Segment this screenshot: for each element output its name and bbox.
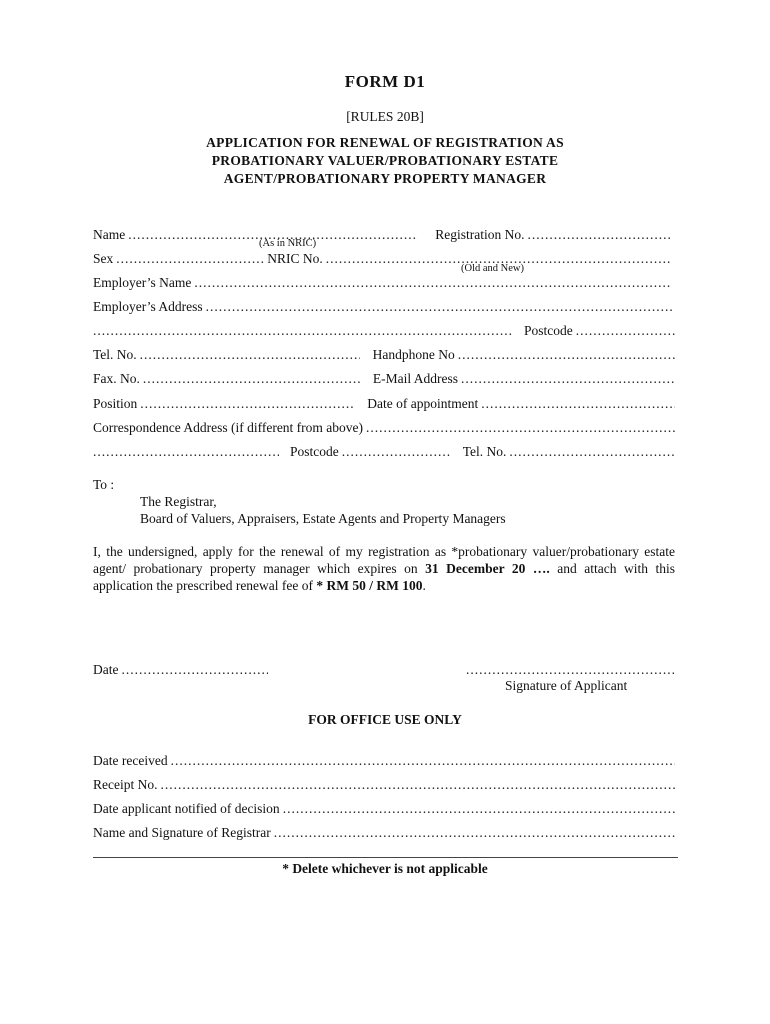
to-label: To : [93, 477, 115, 492]
tel2-label: Tel. No. [462, 444, 507, 459]
correspondence-line-field[interactable] [93, 444, 279, 460]
fax-row [93, 371, 675, 387]
employer-address-row [93, 299, 675, 315]
declaration-text-1: I, the undersigned, apply for the renewal of my registration as *probationary valuer/probationary estate agent/ probationary property manager which expires on [93, 544, 675, 576]
notified-row [93, 801, 675, 817]
renewal-fee: * RM 50 / RM 100 [316, 578, 423, 593]
postcode2-label: Postcode [290, 444, 339, 459]
expiry-date: 31 December 20 …. [425, 561, 550, 576]
employer-address-label: Employer’s Address [93, 299, 203, 314]
address-postcode-row [93, 323, 675, 339]
receipt-field[interactable] [160, 777, 675, 793]
handphone-label: Handphone No [372, 347, 455, 362]
declaration-text-3: . [422, 578, 426, 593]
fax-label: Fax. No. [93, 371, 140, 386]
footnote: * Delete whichever is not applicable [282, 861, 488, 876]
declaration-paragraph [93, 543, 675, 594]
registrar-line: The Registrar, [140, 494, 217, 509]
employer-name-row [93, 275, 675, 291]
tel-row [93, 347, 675, 363]
date-received-label: Date received [93, 753, 168, 768]
tel-label: Tel. No. [93, 347, 137, 362]
sex-row [93, 251, 675, 267]
date-field[interactable] [121, 662, 268, 678]
postcode2-field[interactable] [342, 444, 450, 460]
employer-name-field[interactable] [194, 275, 672, 291]
notified-label: Date applicant notified of decision [93, 801, 280, 816]
heading-line-1: APPLICATION FOR RENEWAL OF REGISTRATION AS [206, 135, 564, 150]
appointment-label: Date of appointment [367, 396, 479, 411]
signature-line[interactable] [466, 662, 675, 678]
office-use-heading: FOR OFFICE USE ONLY [308, 712, 462, 727]
form-heading [0, 134, 770, 188]
sex-field[interactable] [116, 251, 264, 267]
nric-note: (Old and New) [461, 263, 524, 274]
employer-name-label: Employer’s Name [93, 275, 192, 290]
name-label: Name [93, 227, 126, 242]
notified-field[interactable] [283, 801, 675, 817]
sex-label: Sex [93, 251, 114, 266]
tel-field[interactable] [140, 347, 360, 363]
form-title: FORM D1 [344, 72, 426, 91]
registrar-signature-row [93, 825, 675, 841]
tel2-field[interactable] [509, 444, 675, 460]
handphone-field[interactable] [458, 347, 675, 363]
nric-label: NRIC No. [267, 251, 323, 266]
address-line-field[interactable] [93, 323, 513, 339]
name-row [93, 227, 675, 243]
board-line: Board of Valuers, Appraisers, Estate Agents and Property Managers [140, 511, 506, 526]
rules-reference: [RULES 20B] [346, 109, 424, 124]
registrar-signature-label: Name and Signature of Registrar [93, 825, 271, 840]
fax-field[interactable] [143, 371, 360, 387]
receipt-label: Receipt No. [93, 777, 158, 792]
postcode-label: Postcode [524, 323, 573, 338]
declaration-text-2: and attach with this application the prescribed renewal fee of [93, 561, 675, 593]
correspondence-postcode-row [93, 444, 675, 460]
registration-field[interactable] [527, 227, 672, 243]
postcode-field[interactable] [576, 323, 675, 339]
position-row [93, 396, 675, 412]
appointment-field[interactable] [481, 396, 675, 412]
registrar-signature-field[interactable] [274, 825, 675, 841]
footer-divider [93, 857, 678, 858]
employer-address-field[interactable] [206, 299, 672, 315]
date-label: Date [93, 662, 119, 677]
name-note: (As in NRIC) [259, 238, 317, 249]
registration-label: Registration No. [435, 227, 525, 242]
position-label: Position [93, 396, 138, 411]
correspondence-row [93, 420, 675, 436]
email-field[interactable] [461, 371, 675, 387]
date-received-field[interactable] [171, 753, 675, 769]
correspondence-field[interactable] [366, 420, 675, 436]
date-received-row [93, 753, 675, 769]
correspondence-label: Correspondence Address (if different from above) [93, 420, 364, 435]
receipt-row [93, 777, 675, 793]
signature-label: Signature of Applicant [505, 678, 628, 693]
heading-line-3: AGENT/PROBATIONARY PROPERTY MANAGER [223, 171, 547, 186]
email-label: E-Mail Address [372, 371, 458, 386]
heading-line-2: PROBATIONARY VALUER/PROBATIONARY ESTATE [211, 153, 559, 168]
position-field[interactable] [140, 396, 354, 412]
date-row [93, 662, 268, 678]
